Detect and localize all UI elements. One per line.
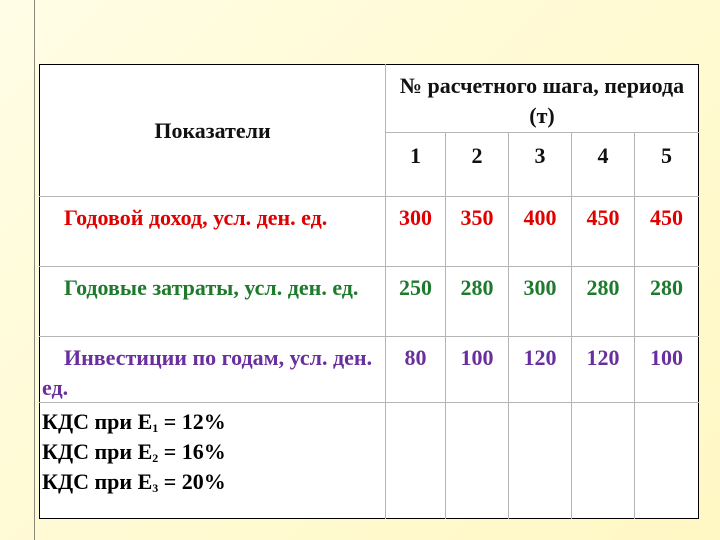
step-2: 2 <box>446 133 509 197</box>
kds-empty-1 <box>386 403 446 519</box>
row-investments-label: Инвестиции по годам, усл. ден. ед. <box>40 337 386 403</box>
costs-value-5: 280 <box>635 267 699 337</box>
indicators-table <box>39 64 699 519</box>
row-investments <box>40 337 699 403</box>
costs-value-3: 300 <box>509 267 572 337</box>
income-value-4: 450 <box>572 197 635 267</box>
costs-value-2: 280 <box>446 267 509 337</box>
kds-empty-3 <box>509 403 572 519</box>
row-costs <box>40 267 699 337</box>
investments-value-3: 120 <box>509 337 572 403</box>
kds-empty-2 <box>446 403 509 519</box>
row-kds <box>40 403 699 519</box>
costs-value-4: 280 <box>572 267 635 337</box>
step-5: 5 <box>635 133 699 197</box>
investments-value-5: 100 <box>635 337 699 403</box>
step-3: 3 <box>509 133 572 197</box>
row-income-label: Годовой доход, усл. ден. ед. <box>40 197 386 267</box>
kds-empty-4 <box>572 403 635 519</box>
step-4: 4 <box>572 133 635 197</box>
step-1: 1 <box>386 133 446 197</box>
kds-line-1: КДС при $Е_1 = 12\%$ <box>42 409 226 436</box>
income-value-3: 400 <box>509 197 572 267</box>
kds-empty-5 <box>635 403 699 519</box>
investments-value-2: 100 <box>446 337 509 403</box>
header-step-number: № расчетного шага, периода (т) <box>386 65 699 133</box>
investments-value-1: 80 <box>386 337 446 403</box>
row-costs-label: Годовые затраты, усл. ден. ед. <box>40 267 386 337</box>
income-value-1: 300 <box>386 197 446 267</box>
row-income <box>40 197 699 267</box>
investments-value-4: 120 <box>572 337 635 403</box>
income-value-5: 450 <box>635 197 699 267</box>
income-value-2: 350 <box>446 197 509 267</box>
kds-line-3: КДС при $Е_3 = 20\%$ <box>42 468 226 495</box>
kds-cell <box>40 403 386 519</box>
header-indicators: Показатели <box>40 65 386 197</box>
kds-line-2: КДС при $Е_2 = 16\%$ <box>42 439 226 466</box>
costs-value-1: 250 <box>386 267 446 337</box>
slide-left-rule <box>34 0 35 540</box>
